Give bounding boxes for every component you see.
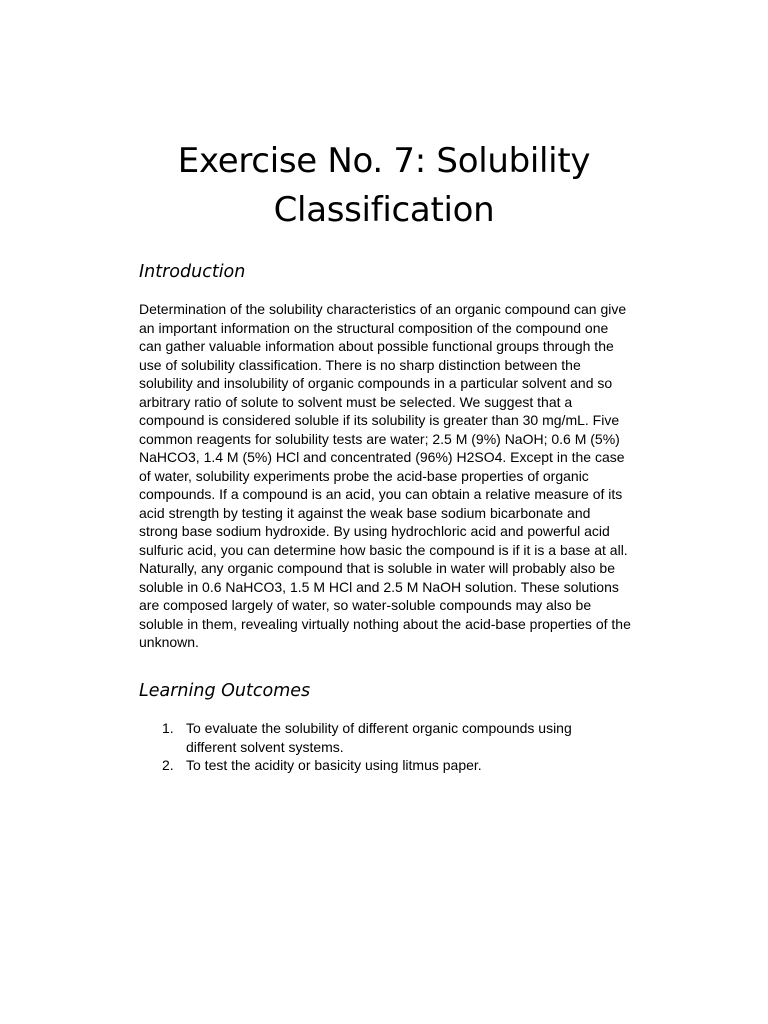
list-item-number: 1. <box>162 720 174 736</box>
list-item <box>139 719 619 756</box>
list-item-text: To test the acidity or basicity using litmus paper. <box>186 757 482 773</box>
list-item-number: 2. <box>162 757 174 773</box>
list-item-text: To evaluate the solubility of different organic compounds using different solvent systems. <box>186 720 572 755</box>
introduction-heading: Introduction <box>139 262 246 282</box>
learning-outcomes-heading: Learning Outcomes <box>139 681 311 701</box>
introduction-paragraph: Determination of the solubility characteristics of an organic compound can give an important information on the structural composition of the compound one can gather valuable information about possible functional groups through the use of solubility classification. There is no sharp distinction between the solubility and insolubility of organic compounds in a particular solvent and so arbitrary ratio of solute to solvent must be selected. We suggest that a compound is considered soluble if its solubility is greater than 30 mg/mL. Five common reagents for solubility tests are water; 2.5 M (9%) NaOH; 0.6 M (5%) NaHCO3, 1.4 M (5%) HCl and concentrated (96%) H2SO4. Except in the case of water, solubility experiments probe the acid-base properties of organic compounds. If a compound is an acid, you can obtain a relative measure of its acid strength by testing it against the weak base sodium bicarbonate and strong base sodium hydroxide. By using hydrochloric acid and powerful acid sulfuric acid, you can determine how basic the compound is if it is a base at all. Naturally, any organic compound that is soluble in water will probably also be soluble in 0.6 NaHCO3, 1.5 M HCl and 2.5 M NaOH solution. These solutions are composed largely of water, so water-soluble compounds may also be soluble in them, revealing virtually nothing about the acid-base properties of the unknown. <box>139 301 631 650</box>
list-item <box>139 756 619 775</box>
learning-outcomes-list <box>139 719 619 775</box>
page-title: Exercise No. 7: Solubility Classification <box>177 141 591 230</box>
